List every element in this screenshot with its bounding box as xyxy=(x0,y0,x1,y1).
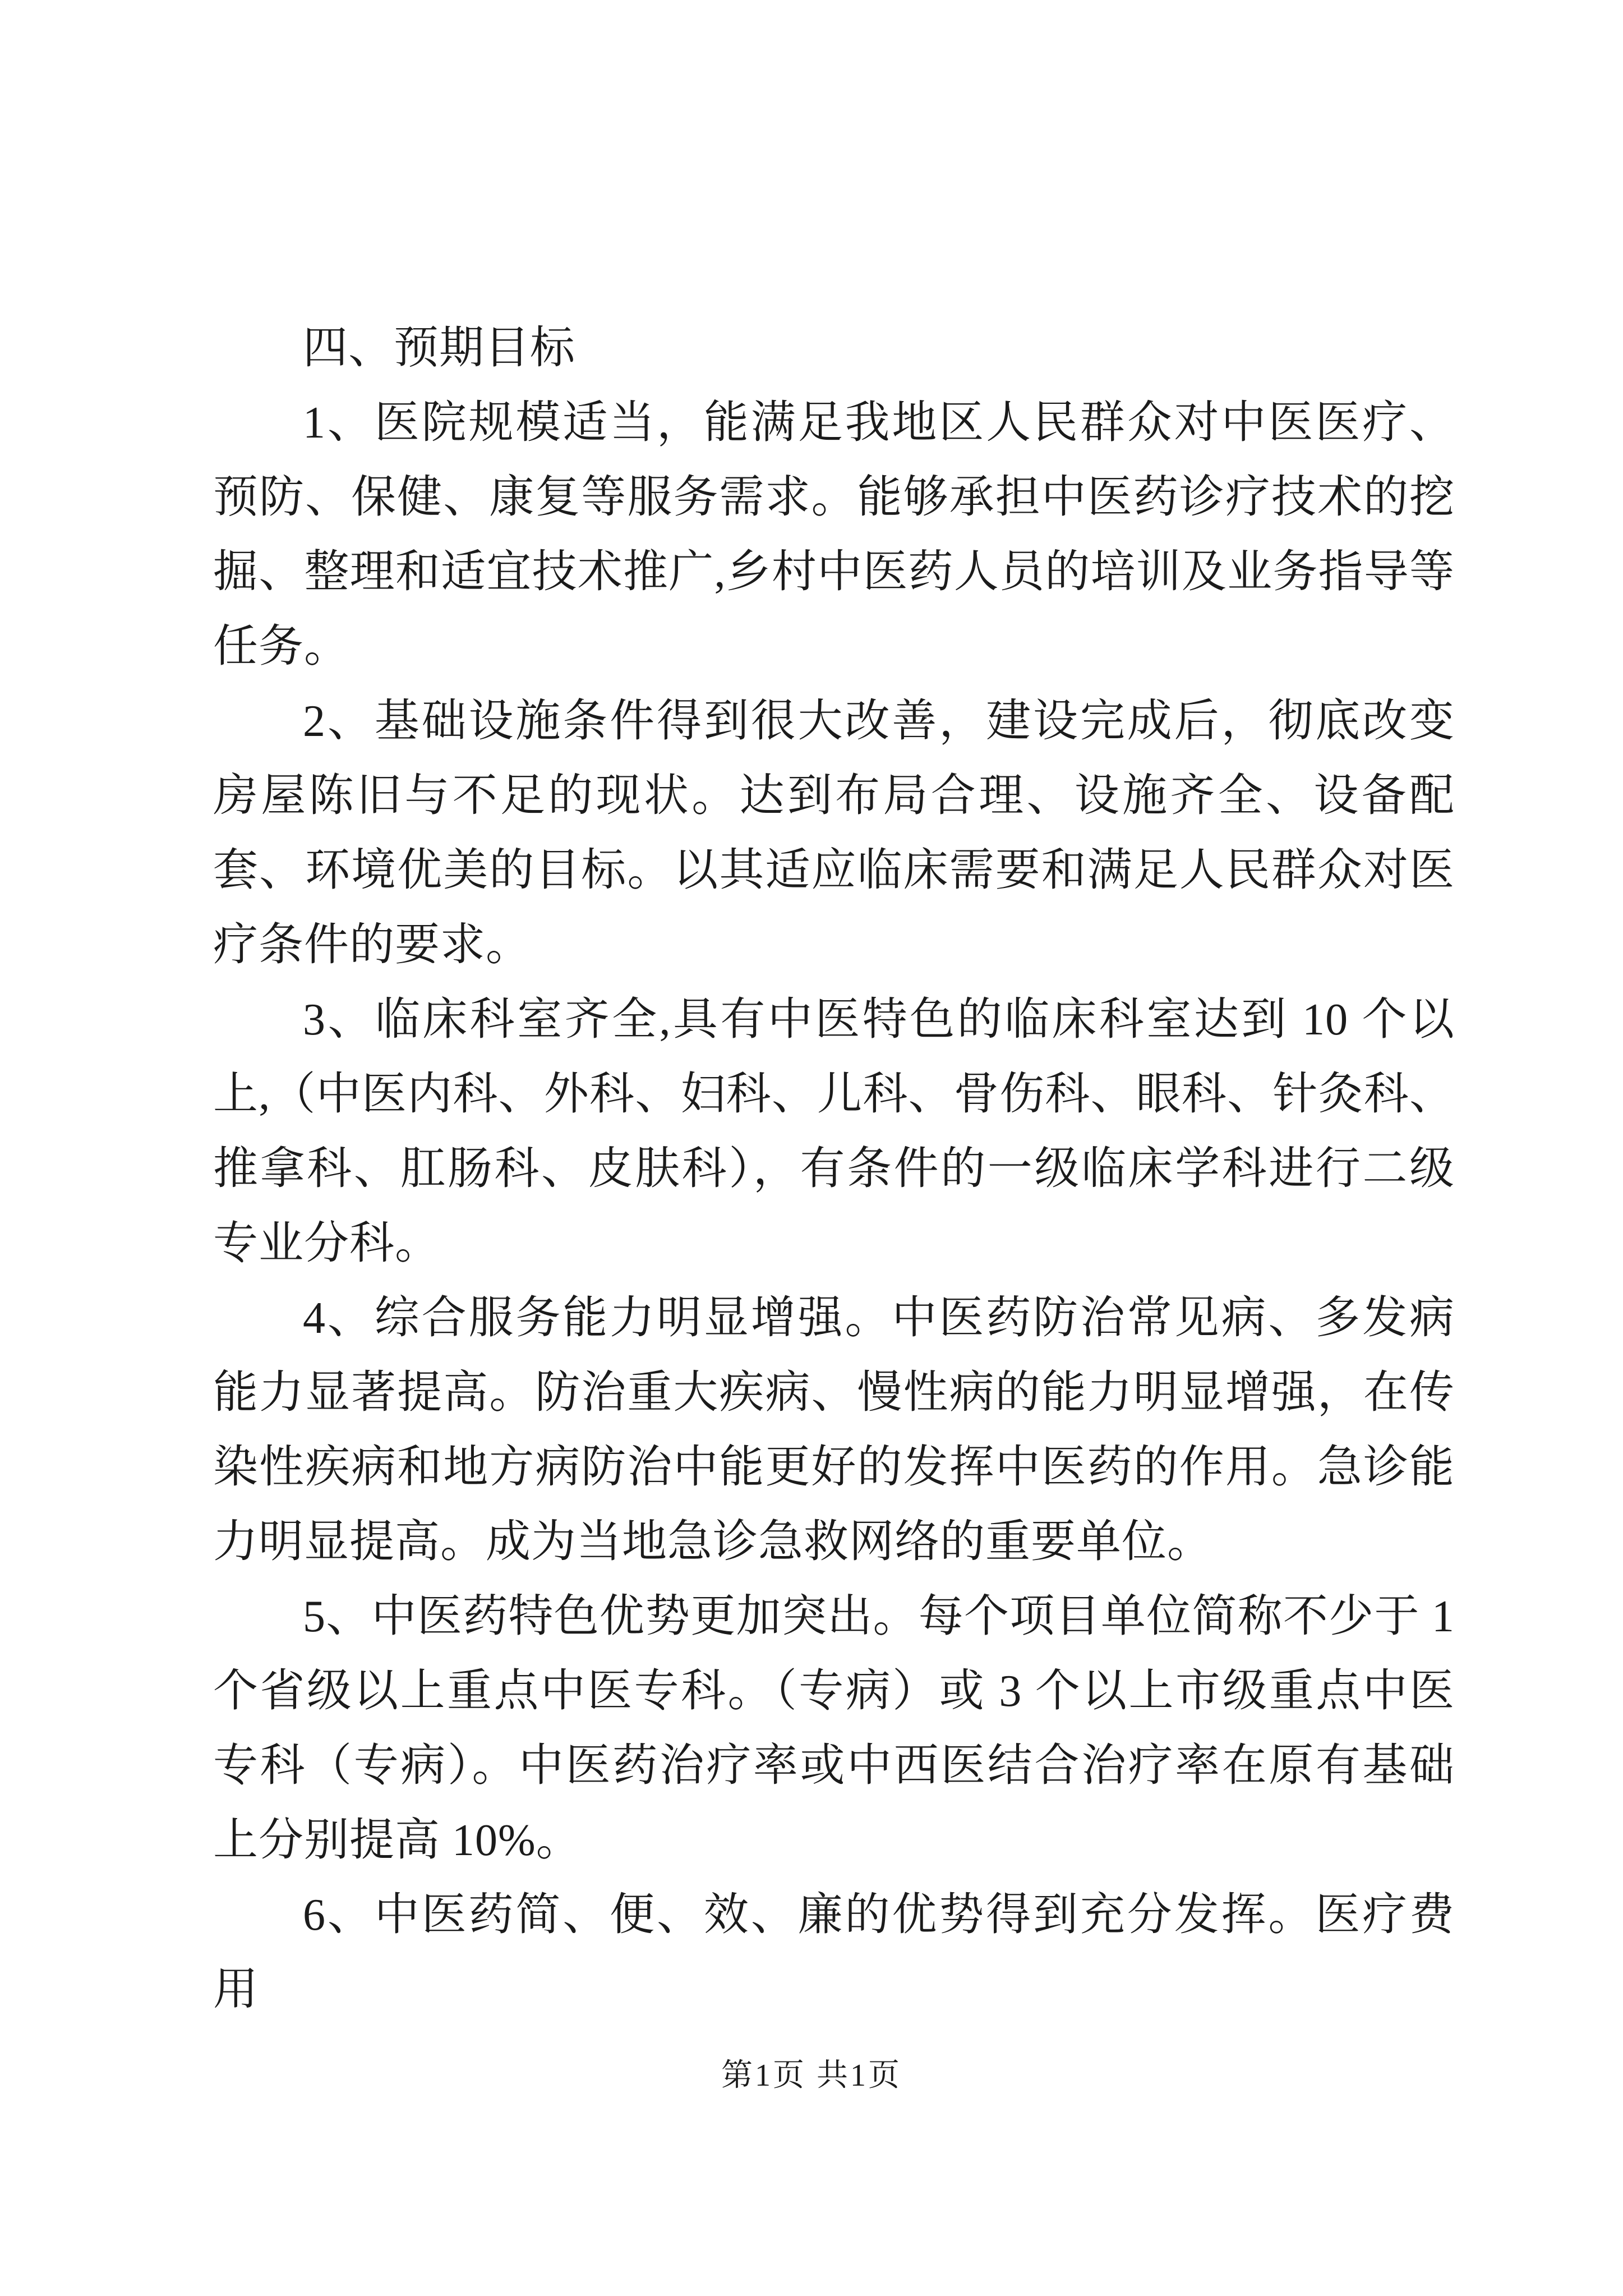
paragraph-4: 4、综合服务能力明显增强。中医药防治常见病、多发病能力显著提高。防治重大疾病、慢性病的能力明显增强，在传染性疾病和地方病防治中能更好的发挥中医药的作用。急诊能力明显提高。成为当地急诊急救网络的重要单位。 xyxy=(213,1294,1455,1567)
page-footer: 第1页 共1页 xyxy=(721,2058,902,2093)
paragraph-1: 1、医院规模适当，能满足我地区人民群众对中医医疗、预防、保健、康复等服务需求。能够承担中医药诊疗技术的挖掘、整理和适宜技术推广,乡村中医药人员的培训及业务指导等任务。 xyxy=(213,398,1455,671)
paragraph-6: 6、中医药简、便、效、廉的优势得到充分发挥。医疗费用 xyxy=(213,1890,1455,2014)
paragraph-2: 2、基础设施条件得到很大改善，建设完成后，彻底改变房屋陈旧与不足的现状。达到布局合理、设施齐全、设备配套、环境优美的目标。以其适应临床需要和满足人民群众对医疗条件的要求。 xyxy=(213,697,1455,970)
section-heading: 四、预期目标 xyxy=(303,324,575,373)
paragraph-3: 3、临床科室齐全,具有中医特色的临床科室达到 10 个以上,（中医内科、外科、妇科、儿科、骨伤科、眼科、针灸科、推拿科、肛肠科、皮肤科），有条件的一级临床学科进行二级专业分科。 xyxy=(213,995,1455,1268)
paragraph-5: 5、中医药特色优势更加突出。每个项目单位简称不少于 1 个省级以上重点中医专科。（专病）或 3 个以上市级重点中医专科（专病）。中医药治疗率或中西医结合治疗率在原有基础上分别提高 10%。 xyxy=(213,1592,1455,1865)
